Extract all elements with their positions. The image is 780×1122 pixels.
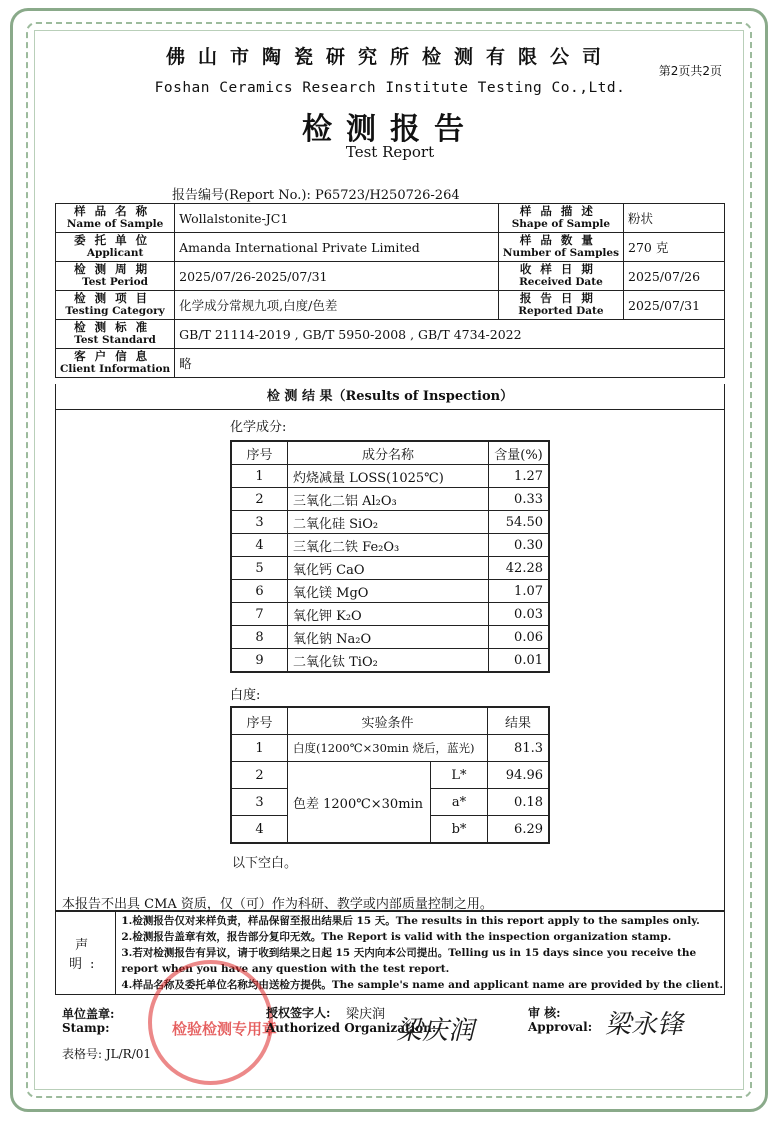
whiteness-table: [230, 706, 550, 844]
info-table: [55, 203, 725, 378]
info-row-applicant: [56, 233, 725, 262]
reported-value: 2025/07/31: [624, 291, 725, 320]
chem-value: 0.33: [489, 488, 550, 511]
chem-no: 4: [231, 534, 288, 557]
chem-name: 二氧化硅 SiO₂: [288, 511, 489, 534]
info-row-period: [56, 262, 725, 291]
period-label-en: Test Period: [82, 276, 149, 288]
white-cond: 白度(1200℃×30min 烧后，蓝光): [288, 735, 488, 762]
chem-header-row: [231, 441, 549, 465]
cma-note: 本报告不出具 CMA 资质，仅（可）作为科研、教学或内部质量控制之用。: [62, 897, 493, 912]
chem-name: 氧化钙 CaO: [288, 557, 489, 580]
form-number: 表格号: JL/R/01: [62, 1047, 152, 1061]
results-heading: 检 测 结 果（Results of Inspection）: [55, 384, 725, 410]
chem-value: 0.01: [489, 649, 550, 673]
number-label-en: Number of Samples: [502, 247, 619, 259]
table-row: [231, 626, 549, 649]
white-header-value: 结果: [488, 707, 550, 735]
chem-name: 三氧化二铝 Al₂O₃: [288, 488, 489, 511]
table-row: [231, 603, 549, 626]
chem-no: 8: [231, 626, 288, 649]
period-label-cn: 检测周期: [74, 262, 157, 276]
chem-value: 1.07: [489, 580, 550, 603]
white-label: 白度:: [230, 688, 261, 703]
table-row: [231, 762, 549, 789]
client-label-cn: 客户信息: [74, 349, 157, 363]
seal-text: 检验检测专用章: [172, 1020, 278, 1038]
standard-label-en: Test Standard: [74, 334, 156, 346]
standard-label-cn: 检测标准: [74, 320, 157, 334]
color-key: b*: [431, 816, 488, 844]
reported-label-en: Reported Date: [518, 305, 604, 317]
sample-name-label-en: Name of Sample: [66, 218, 164, 230]
chem-value: 0.03: [489, 603, 550, 626]
table-row: [231, 557, 549, 580]
table-row: [231, 488, 549, 511]
color-no: 2: [231, 762, 288, 789]
chem-no: 9: [231, 649, 288, 673]
chem-value: 1.27: [489, 465, 550, 488]
shape-label-en: Shape of Sample: [511, 218, 611, 230]
chem-value: 42.28: [489, 557, 550, 580]
title-en: Test Report: [345, 143, 435, 161]
chem-no: 3: [231, 511, 288, 534]
chem-no: 5: [231, 557, 288, 580]
declaration-item: report when you have any question with the test report.: [121, 963, 450, 975]
category-label-en: Testing Category: [65, 305, 165, 317]
standard-value: GB/T 21114-2019 , GB/T 5950-2008 , GB/T 4734-2022: [175, 320, 725, 349]
period-value: 2025/07/26-2025/07/31: [175, 262, 499, 291]
company-name-en: Foshan Ceramics Research Institute Testing Co.,Ltd.: [154, 80, 626, 96]
approval-label-cn: 审 核:: [528, 1006, 561, 1020]
info-row-sample: [56, 204, 725, 233]
chem-name: 氧化钠 Na₂O: [288, 626, 489, 649]
table-row: [231, 735, 549, 762]
reported-label-cn: 报告日期: [519, 291, 602, 305]
auth-label-en: Authorized Organization:: [266, 1021, 437, 1035]
color-key: a*: [431, 789, 488, 816]
category-label-cn: 检测项目: [74, 291, 157, 305]
color-value: 0.18: [488, 789, 550, 816]
chem-name: 三氧化二铁 Fe₂O₃: [288, 534, 489, 557]
empty-note: 以下空白。: [232, 856, 298, 871]
chem-header-name: 成分名称: [288, 441, 489, 465]
table-row: [231, 534, 549, 557]
color-no: 3: [231, 789, 288, 816]
info-row-client: [56, 349, 725, 378]
color-cond: 色差 1200℃×30min: [288, 762, 431, 844]
stamp-label-cn: 单位盖章:: [62, 1007, 115, 1021]
chem-no: 7: [231, 603, 288, 626]
white-header-cond: 实验条件: [288, 707, 488, 735]
declaration-item: 1.检测报告仅对来样负责，样品保留至报出结果后 15 天。The results in this report apply to the samples only.: [121, 915, 700, 927]
declaration-item: 3.若对检测报告有异议，请于收到结果之日起 15 天内向本公司提出。Telling us in 15 days since you receive the: [121, 947, 697, 959]
received-label-en: Received Date: [519, 276, 603, 288]
color-no: 4: [231, 816, 288, 844]
info-row-category: [56, 291, 725, 320]
white-header-row: [231, 707, 549, 735]
color-key: L*: [431, 762, 488, 789]
table-row: [231, 511, 549, 534]
auth-name: 梁庆润: [346, 1007, 386, 1022]
color-value: 94.96: [488, 762, 550, 789]
applicant-label-en: Applicant: [86, 247, 144, 259]
approval-signature: 梁永锋: [605, 1010, 684, 1040]
info-row-standard: [56, 320, 725, 349]
applicant-label-cn: 委托单位: [74, 233, 157, 247]
chem-name: 氧化镁 MgO: [288, 580, 489, 603]
shape-label-cn: 样品描述: [519, 204, 602, 218]
client-label-en: Client Information: [60, 363, 171, 375]
chem-value: 54.50: [489, 511, 550, 534]
client-value: 略: [175, 349, 725, 378]
number-value: 270 克: [624, 233, 725, 262]
color-value: 6.29: [488, 816, 550, 844]
approval-label-en: Approval:: [528, 1020, 593, 1034]
received-label-cn: 收样日期: [519, 262, 602, 276]
declaration-table: [55, 911, 725, 995]
chem-header-no: 序号: [231, 441, 288, 465]
stamp-label-en: Stamp:: [62, 1021, 110, 1035]
auth-label-cn: 授权签字人:: [266, 1006, 331, 1020]
shape-value: 粉状: [624, 204, 725, 233]
chem-value: 0.06: [489, 626, 550, 649]
chem-table: [230, 440, 550, 673]
number-label-cn: 样品数量: [519, 233, 602, 247]
auth-signature: 梁庆润: [396, 1016, 475, 1046]
white-value: 81.3: [488, 735, 550, 762]
white-no: 1: [231, 735, 288, 762]
title-cn: 检测报告: [302, 112, 478, 147]
report-number: 报告编号(Report No.): P65723/H250726-264: [172, 188, 460, 203]
sample-name-value: Wollalstonite-JC1: [175, 204, 499, 233]
chem-no: 6: [231, 580, 288, 603]
chem-value: 0.30: [489, 534, 550, 557]
chem-header-value: 含量(%): [489, 441, 550, 465]
chem-name: 氧化钾 K₂O: [288, 603, 489, 626]
category-value: 化学成分常规九项,白度/色差: [175, 291, 499, 320]
page-info: 第2页共2页: [658, 64, 722, 78]
sample-name-label-cn: 样品名称: [74, 204, 157, 218]
applicant-value: Amanda International Private Limited: [175, 233, 499, 262]
chem-no: 2: [231, 488, 288, 511]
chem-label: 化学成分:: [230, 420, 287, 435]
white-header-no: 序号: [231, 707, 288, 735]
company-name-cn: 佛山市陶瓷研究所检测有限公司: [165, 46, 614, 68]
table-row: [231, 580, 549, 603]
chem-name: 灼烧减量 LOSS(1025℃): [288, 465, 489, 488]
received-value: 2025/07/26: [624, 262, 725, 291]
chem-name: 二氧化钛 TiO₂: [288, 649, 489, 673]
declaration-label: 声 明:: [56, 912, 116, 995]
table-row: [231, 465, 549, 488]
declaration-item: 4.样品名称及委托单位名称均由送检方提供。The sample's name and applicant name are provided by the client.: [121, 979, 723, 991]
declaration-item: 2.检测报告盖章有效，报告部分复印无效。The Report is valid with the inspection organization stamp.: [121, 931, 672, 943]
table-row: [231, 649, 549, 673]
chem-no: 1: [231, 465, 288, 488]
